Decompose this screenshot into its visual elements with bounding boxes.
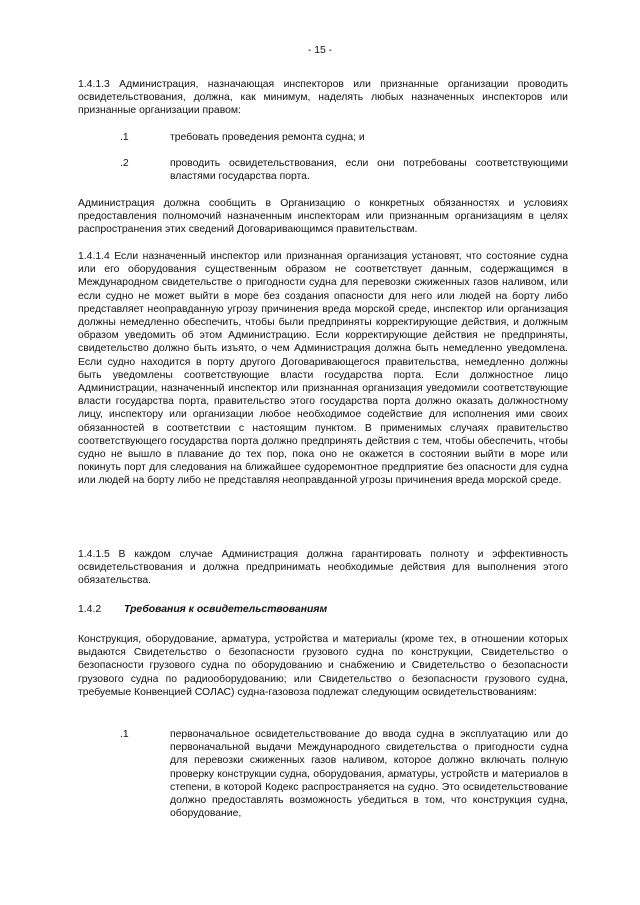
list-item-number: .2 — [120, 158, 129, 169]
paragraph-1-4-1-5: 1.4.1.5 В каждом случае Администрация должна гарантировать полноту и эффективность освидетельствования и должна предпринимать необходимые действия для выполнения этого обязательства. — [78, 549, 568, 587]
list-item-text: требовать проведения ремонта судна; и — [170, 132, 365, 143]
paragraph-admin-notify: Администрация должна сообщить в Организацию о конкретных обязанностях и условиях предоставления полномочий назначенным инспекторам или признанным организациям в целях распространения этих сведений Договаривающимся правительствам. — [78, 198, 568, 236]
list-item-text: проводить освидетельствования, если они потребованы соответствующими властями государства порта. — [170, 158, 568, 183]
paragraph-construction: Конструкция, оборудование, арматура, устройства и материалы (кроме тех, в отношении которых выдаются Свидетельство о безопасности грузового судна по конструкции, Свидетельство о безопасности грузового судна по оборудованию и снабжению и Свидетельство о безопасности грузового судна по радиооборудованию; или Свидетельство о безопасности грузового судна, требуемые Конвенцией СОЛАС) судна-газовоза подлежат следующим освидетельствованиям: — [78, 634, 568, 698]
list-item-number: .1 — [120, 132, 129, 143]
list-item-number: .1 — [120, 729, 129, 740]
section-number: 1.4.2 — [78, 604, 102, 615]
page-number: - 15 - — [307, 45, 333, 56]
paragraph-1-4-1-4: 1.4.1.4 Если назначенный инспектор или признанная организация установят, что состояние судна или его оборудования существенным образом не соответствует данным, содержащимся в Международном свидетельстве о пригодности судна для перевозки сжиженных газов наливом, или если судно не может выйти в море без создания опасности для него или людей на борту либо представляет неоправданную угрозу причинения вреда морской среде, инспектор или организация должны немедленно обеспечить, чтобы были предприняты корректирующие действия, и должным образом уведомить об этом Администрацию. Если корректирующие действия не предприняты, свидетельство должно быть изъято, о чем Администрация должна быть немедленно уведомлена. Если судно находится в порту другого Договаривающегося правительства, немедленно должны быть уведомлены соответствующие власти государства порта. Если должностное лицо Администрации, назначенный инспектор или признанная организация уведомили соответствующие власти государства порта, правительство этого государства порта должно оказать должностному лицу, инспектору или организации любое необходимое содействие для исполнения ими своих обязанностей в соответствии с настоящим пунктом. В применимых случаях правительство соответствующего государства порта должно предпринять действия с тем, чтобы обеспечить, чтобы судно не вышло в плавание до тех пор, пока оно не окажется в состоянии выйти в море или покинуть порт для следования на ближайшее судоремонтное предприятие без опасности для судна или людей на борту либо не представляя неоправданной угрозы причинения вреда морской среде. — [78, 251, 568, 487]
paragraph-1-4-1-3: 1.4.1.3 Администрация, назначающая инспекторов или признанные организации проводить освидетельствования, должна, как минимум, наделять любых назначенных инспекторов или признанные организации правом: — [78, 79, 568, 117]
list-item-text: первоначальное освидетельствование до ввода судна в эксплуатацию или до первоначальной выдачи Международного свидетельства о пригодности судна для перевозки сжиженных газов наливом, которое должно включать полную проверку конструкции судна, оборудования, арматуры, устройств и материалов в степени, в которой Кодекс распространяется на судно. Это освидетельствование должно предоставлять возможность убедиться в том, что конструкция судна, оборудование, — [170, 729, 568, 820]
section-title: Требования к освидетельствованиям — [124, 604, 328, 615]
